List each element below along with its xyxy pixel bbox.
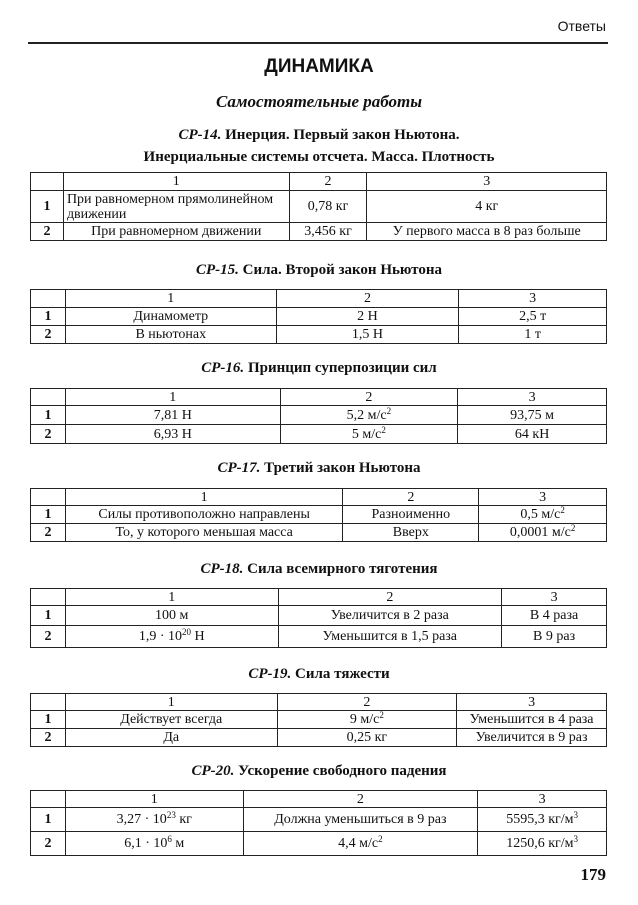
cell [277,711,457,729]
sr19-title [0,663,638,685]
cell: Уменьшится в 1,5 раза [278,626,502,648]
header-cell: 2 [278,589,502,606]
table-header-row [31,389,607,406]
cell: 6,93 Н [65,425,280,444]
header-cell: 2 [343,489,479,506]
table-header-row [31,694,607,711]
exponent: 2 [560,505,565,515]
cell: В 4 раза [502,606,607,626]
exponent: 23 [166,810,176,820]
value: 0,5 м/с [520,507,561,522]
row-number: 2 [31,626,66,648]
sr14-num: СР-14. [178,127,222,143]
value: 4,4 м/с [338,836,379,851]
cell: Увеличится в 2 раза [278,606,502,626]
sr15-title [0,259,638,281]
cell: 3,456 кг [289,223,367,241]
cell: При равномерном движении [63,223,289,241]
header-cell: 2 [276,290,459,308]
table-header-row [31,173,607,191]
cell [65,626,278,648]
sr16-title [0,357,638,379]
value: 1,9 · 10 [138,629,182,644]
table-row [31,808,607,832]
cell: В ньютонах [65,326,276,344]
cell: 2,5 т [459,308,607,326]
row-number: 1 [31,406,66,425]
header-cell: 2 [280,389,458,406]
sr19-title-text: Сила тяжести [295,666,390,682]
cell [65,808,243,832]
sr17-num: СР-17. [217,460,261,476]
value: 9 м/с [349,712,380,727]
cell [280,425,458,444]
header-cell: 1 [65,694,277,711]
table-header-row [31,589,607,606]
row-number: 2 [31,729,66,747]
subtitle: Самостоятельные работы [215,92,423,111]
sr14-title-text: Инерция. Первый закон Ньютона. [225,127,460,143]
table-row [31,223,607,241]
cell: Динамометр [65,308,276,326]
cell: Должна уменьшиться в 9 раз [243,808,478,832]
cell: 0,78 кг [289,191,367,223]
sr18-table [30,588,607,648]
unit: Н [190,629,205,644]
cell: Увеличится в 9 раз [457,729,607,747]
unit: кг [175,812,192,827]
cell: При равномерном прямолинейном движении [63,191,289,223]
sr16-title-text: Принцип суперпозиции сил [247,360,437,376]
row-number: 2 [31,425,66,444]
table-row [31,308,607,326]
cell [478,808,607,832]
table-header-row [31,791,607,808]
sr16-num: СР-16. [201,360,245,376]
table-row [31,191,607,223]
cell: 1 т [459,326,607,344]
cell [280,406,458,425]
header-cell: 1 [65,589,278,606]
cell [65,832,243,856]
exponent: 2 [378,834,383,844]
header-cell: 3 [458,389,607,406]
table-row [31,506,607,524]
value: 5 м/с [351,426,382,442]
cell: 2 Н [276,308,459,326]
cell [479,524,607,542]
sr15-num: СР-15. [195,262,239,278]
value: 0,0001 м/с [509,525,571,540]
table-row [31,729,607,747]
sr20-table [30,790,607,856]
header-cell: 1 [65,389,280,406]
value: 5,2 м/с [346,407,387,423]
cell: 4 кг [367,191,607,223]
page-number: 179 [580,865,606,884]
value: 3,27 · 10 [116,812,167,827]
header-cell: 3 [478,791,607,808]
sr17-title-text: Третий закон Ньютона [264,460,421,476]
sr18-title [0,558,638,580]
sr20-title [0,760,638,782]
header-cell [31,290,66,308]
value: 5595,3 кг/м [506,812,574,827]
header-cell: 3 [479,489,607,506]
cell: Уменьшится в 4 раза [457,711,607,729]
cell [479,506,607,524]
cell: У первого масса в 8 раз больше [367,223,607,241]
table-row [31,832,607,856]
exponent: 3 [573,810,578,820]
header-cell [31,791,66,808]
row-number: 2 [31,223,64,241]
sr15-table [30,289,607,344]
cell [478,832,607,856]
sr17-title [0,457,638,479]
sr14-table [30,172,607,241]
sr19-num: СР-19. [248,666,292,682]
header-cell [31,489,66,506]
cell: 1,5 Н [276,326,459,344]
table-row [31,524,607,542]
row-number: 2 [31,524,66,542]
row-number: 1 [31,506,66,524]
header-cell: 1 [65,290,276,308]
sr14-title-line2: Инерциальные системы отсчета. Масса. Плотность [143,149,495,165]
header-cell [31,173,64,191]
cell: 7,81 Н [65,406,280,425]
value: 6,1 · 10 [124,836,168,851]
table-row [31,425,607,444]
header-cell [31,389,66,406]
cell [243,832,478,856]
row-number: 1 [31,191,64,223]
sr16-table [30,388,607,444]
exponent: 2 [381,424,386,435]
row-number: 1 [31,711,66,729]
exponent: 3 [573,834,578,844]
sr20-title-text: Ускорение свободного падения [238,763,447,779]
header-cell: 2 [277,694,457,711]
cell: Разноименно [343,506,479,524]
header-cell: 2 [243,791,478,808]
cell: 0,25 кг [277,729,457,747]
row-number: 2 [31,326,66,344]
cell: Действует всегда [65,711,277,729]
cell: В 9 раз [502,626,607,648]
table-row [31,711,607,729]
table-row [31,326,607,344]
table-header-row [31,489,607,506]
exponent: 20 [181,627,191,637]
row-number: 1 [31,606,66,626]
running-head: Ответы [557,18,606,34]
section-title: ДИНАМИКА [264,56,374,77]
cell: Силы противоположно направлены [65,506,342,524]
sr20-num: СР-20. [191,763,235,779]
exponent: 2 [386,405,392,416]
exponent: 2 [570,523,576,533]
unit: м [171,836,185,851]
row-number: 1 [31,308,66,326]
sr19-table [30,693,607,747]
sr15-title-text: Сила. Второй закон Ньютона [242,262,442,278]
sr17-table [30,488,607,542]
value: 1250,6 кг/м [506,836,574,851]
table-row [31,626,607,648]
table-row [31,606,607,626]
sr14-title [0,124,638,146]
header-cell [31,589,66,606]
header-cell: 1 [65,489,342,506]
header-cell: 1 [65,791,243,808]
header-cell: 3 [502,589,607,606]
header-cell: 3 [457,694,607,711]
header-cell [31,694,66,711]
exponent: 6 [167,834,172,844]
cell: 93,75 м [458,406,607,425]
row-number: 1 [31,808,66,832]
header-cell: 3 [367,173,607,191]
header-cell: 2 [289,173,367,191]
sr18-num: СР-18. [200,561,244,577]
sr18-title-text: Сила всемирного тяготения [247,561,438,577]
header-cell: 1 [63,173,289,191]
cell: Да [65,729,277,747]
cell: 100 м [65,606,278,626]
table-row [31,406,607,425]
header-cell: 3 [459,290,607,308]
row-number: 2 [31,832,66,856]
exponent: 2 [379,710,384,720]
cell: Вверх [343,524,479,542]
cell: То, у которого меньшая масса [65,524,342,542]
cell: 64 кН [458,425,607,444]
header-rule [28,42,608,44]
table-header-row [31,290,607,308]
